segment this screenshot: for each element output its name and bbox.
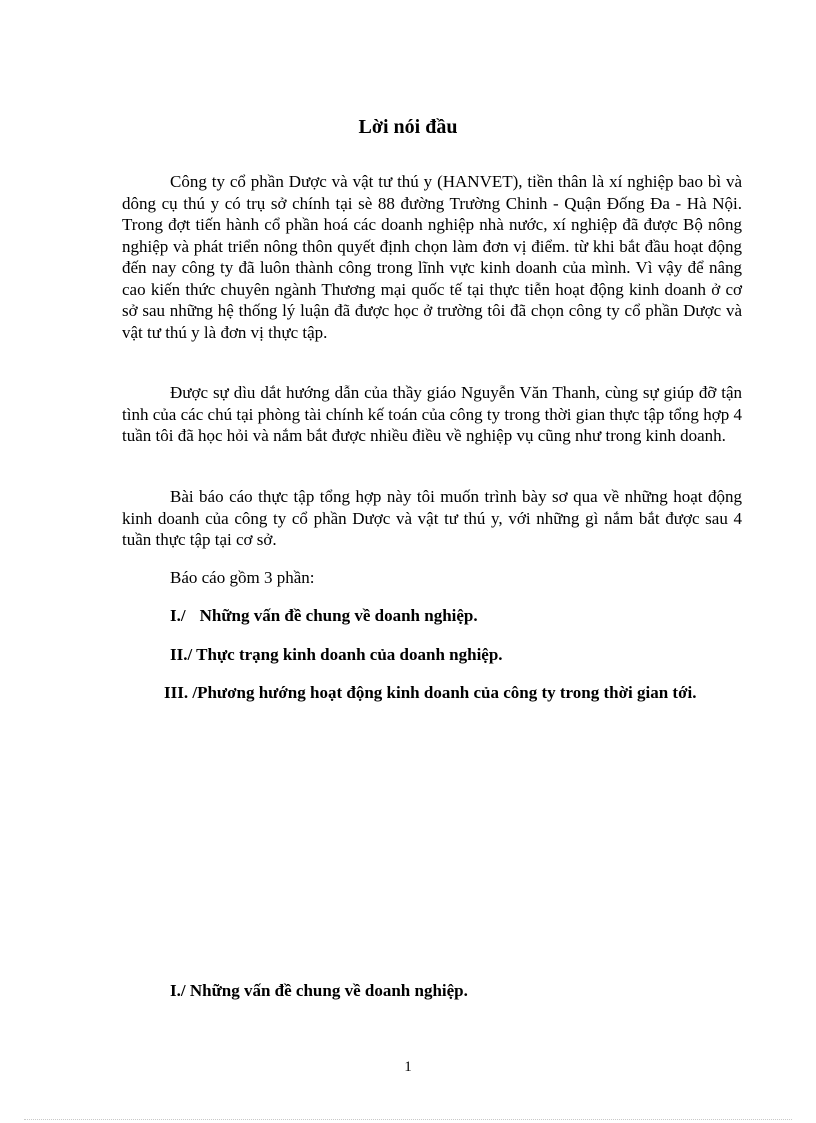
intro-paragraph-company: Công ty cổ phần Dược và vật tư thú y (HANVET), tiền thân là xí nghiệp bao bì và dông cụ thú y có trụ sở chính tại sè 88 đường Trường Chinh - Quận Đống Đa - Hà Nội. Trong đợt tiến hành cổ phần hoá các doanh nghiệp nhà nước, xí nghiệp đã được Bộ nông nghiệp và phát triển nông thôn quyết định chọn làm đơn vị điểm. từ khi bắt đầu hoạt động đến nay công ty đã luôn thành công trong lĩnh vực kinh doanh của mình. Vì vậy để nâng cao kiến thức chuyên ngành Thương mại quốc tế tại thực tiễn hoạt động kinh doanh ở cơ sở sau những hệ thống lý luận đã được học ở trường tôi đã chọn công ty cổ phần Dược và vật tư thú y là đơn vị thực tập.: [122, 172, 742, 342]
part-one-heading: [170, 605, 478, 627]
page-title: Lời nói đầu: [358, 116, 458, 138]
intro-paragraph-acknowledgement: Được sự dìu dắt hướng dẫn của thầy giáo Nguyễn Văn Thanh, cùng sự giúp đỡ tận tình của các chú tại phòng tài chính kế toán của công ty trong thời gian thực tập tổng hợp 4 tuần tôi đã học hỏi và nắm bắt được nhiều điều về nghiệp vụ cũng như trong kinh doanh.: [122, 383, 742, 445]
page-number: 1: [404, 1059, 412, 1075]
part-three-heading: III. /Phương hướng hoạt động kinh doanh của công ty trong thời gian tới.: [164, 683, 697, 702]
part-one-label: Những vấn đề chung về doanh nghiệp.: [199, 606, 478, 625]
intro-paragraph-report-structure: Báo cáo gồm 3 phần:: [170, 568, 315, 587]
page-bottom-divider: [24, 1119, 792, 1120]
part-one-number: I./: [170, 606, 186, 625]
part-two-heading: II./ Thực trạng kinh doanh của doanh nghiệp.: [170, 645, 503, 664]
intro-paragraph-report-purpose: Bài báo cáo thực tập tổng hợp này tôi muốn trình bày sơ qua về những hoạt động kinh doanh của công ty cổ phần Dược và vật tư thú y, với những gì nắm bắt được sau 4 tuần thực tập tại cơ sở.: [122, 487, 742, 549]
section-heading: I./ Những vấn đề chung về doanh nghiệp.: [170, 981, 468, 1000]
